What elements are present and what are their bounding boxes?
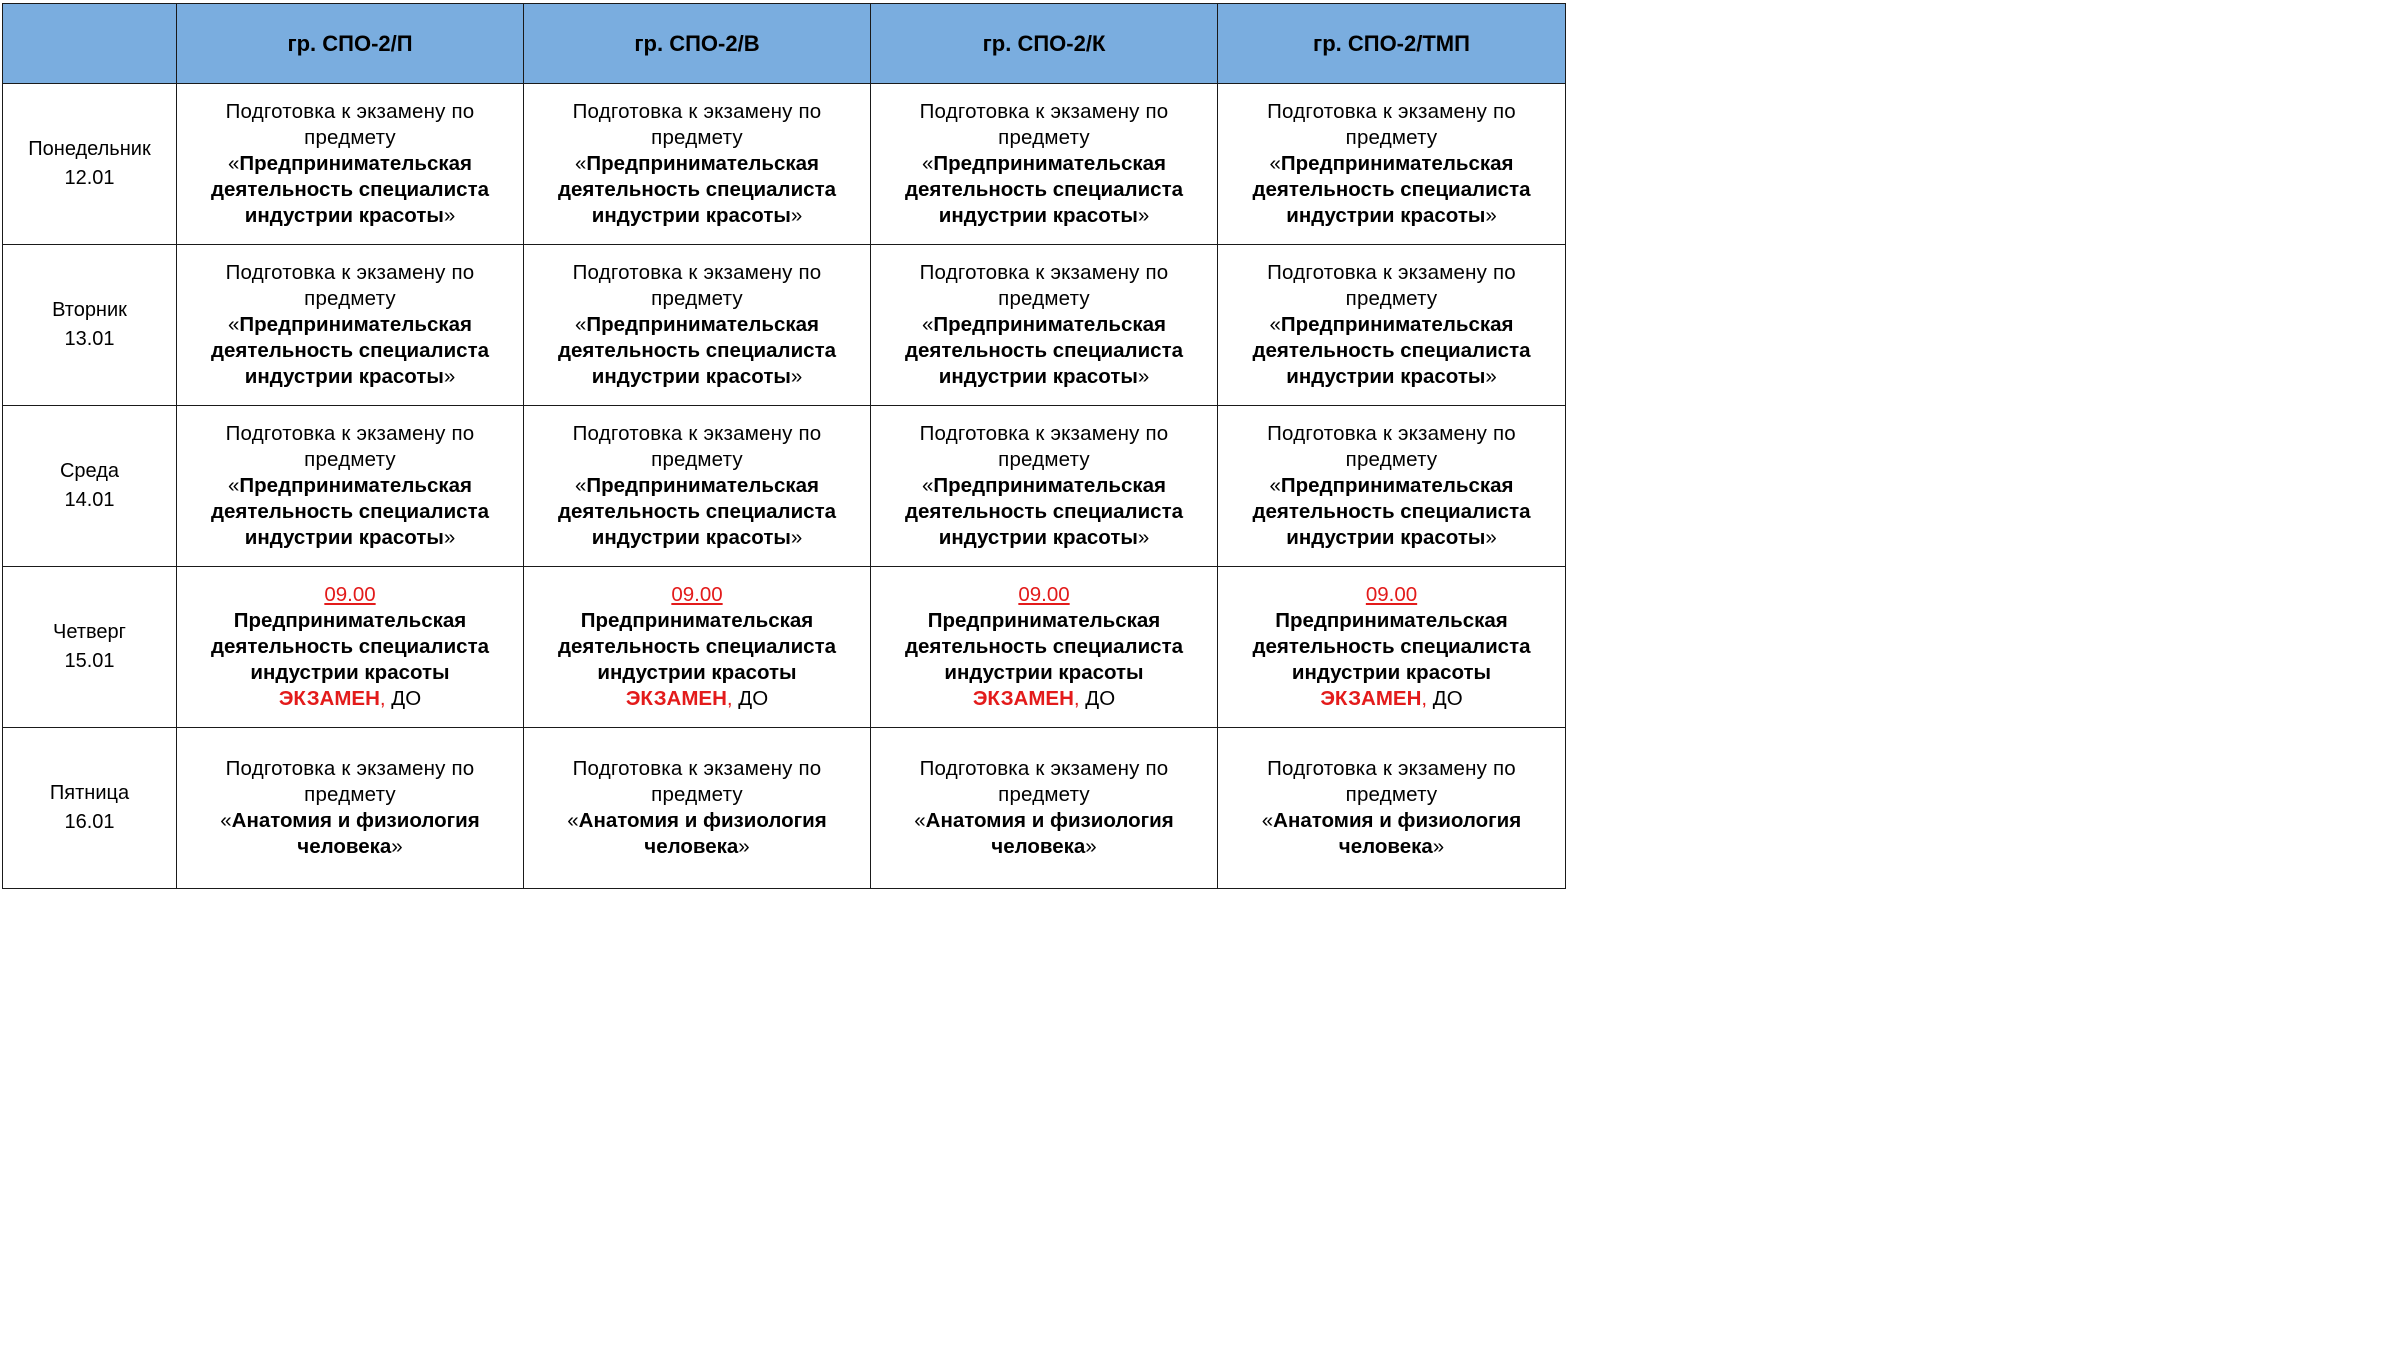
prep-text: Подготовка к экзамену по: [1267, 422, 1516, 445]
exam-mode: ДО: [732, 687, 769, 710]
prep-cell: [177, 728, 524, 889]
subject-line: деятельность специалиста: [210, 339, 490, 362]
exam-label: ЭКЗАМЕН: [972, 687, 1074, 710]
prep-text: предмету: [1345, 448, 1438, 471]
close-quote: »: [1485, 526, 1497, 549]
open-quote: «: [567, 809, 579, 832]
subject-line: Предпринимательская: [933, 474, 1166, 497]
prep-text: предмету: [998, 287, 1090, 310]
day-cell: [3, 406, 177, 567]
exam-subject-line: деятельность специалиста: [1252, 635, 1531, 658]
subject-line: деятельность специалиста: [210, 178, 490, 201]
exam-subject-line: индустрии красоты: [250, 661, 450, 684]
exam-comma: ,: [1421, 687, 1428, 710]
close-quote: »: [443, 365, 456, 388]
close-quote: »: [1432, 835, 1445, 858]
exam-label: ЭКЗАМЕН: [278, 687, 380, 710]
exam-label: ЭКЗАМЕН: [1320, 687, 1422, 710]
exam-cell: [177, 567, 524, 728]
prep-cell: [524, 84, 871, 245]
subject-line: деятельность специалиста: [210, 500, 490, 523]
table-row: [3, 728, 1566, 889]
open-quote: «: [1269, 152, 1281, 175]
prep-cell: [1218, 406, 1566, 567]
close-quote: »: [443, 526, 456, 549]
prep-text: Подготовка к экзамену по: [919, 422, 1169, 445]
prep-text: Подготовка к экзамену по: [225, 757, 475, 780]
prep-cell: [177, 245, 524, 406]
exam-subject-line: Предпринимательская: [233, 609, 467, 632]
subject-line: индустрии красоты: [244, 204, 444, 227]
open-quote: «: [1261, 809, 1274, 832]
exam-cell: [1218, 567, 1566, 728]
table-row: [3, 245, 1566, 406]
day-cell: [3, 567, 177, 728]
prep-text: предмету: [1345, 126, 1438, 149]
exam-label: ЭКЗАМЕН: [625, 687, 727, 710]
group-header-2: гр. СПО-2/В: [524, 4, 871, 84]
subject-line: деятельность специалиста: [1252, 178, 1531, 201]
open-quote: «: [575, 313, 587, 336]
day-date: 13.01: [64, 328, 115, 350]
subject-line: деятельность специалиста: [904, 500, 1184, 523]
prep-cell: [524, 406, 871, 567]
subject-line: индустрии красоты: [244, 365, 444, 388]
prep-text: Подготовка к экзамену по: [572, 261, 822, 284]
day-date: 16.01: [64, 811, 115, 833]
subject-line: индустрии красоты: [1286, 365, 1486, 388]
subject-line: Предпринимательская: [933, 152, 1166, 175]
exam-subject-line: индустрии красоты: [1291, 661, 1492, 684]
schedule-table: [2, 3, 1566, 889]
prep-cell: [871, 406, 1218, 567]
exam-cell: [871, 567, 1218, 728]
group-header-3: гр. СПО-2/К: [871, 4, 1218, 84]
header-corner-cell: [3, 4, 177, 84]
close-quote: »: [790, 526, 803, 549]
day-date: 12.01: [64, 167, 115, 189]
prep-text: предмету: [651, 783, 743, 806]
close-quote: »: [1137, 365, 1150, 388]
prep-cell: [1218, 728, 1566, 889]
exam-subject-line: деятельность специалиста: [557, 635, 837, 658]
day-name: Вторник: [52, 299, 127, 321]
subject-line: деятельность специалиста: [904, 178, 1184, 201]
table-row: [3, 84, 1566, 245]
prep-text: Подготовка к экзамену по: [572, 422, 822, 445]
exam-subject-line: деятельность специалиста: [904, 635, 1184, 658]
prep-text: предмету: [304, 448, 396, 471]
group-header-4: гр. СПО-2/ТМП: [1218, 4, 1566, 84]
prep-cell: [871, 245, 1218, 406]
subject-line: Предпринимательская: [1280, 152, 1514, 175]
subject-line: Предпринимательская: [239, 313, 472, 336]
subject-line: деятельность специалиста: [1252, 339, 1531, 362]
exam-mode: ДО: [385, 687, 422, 710]
prep-cell: [1218, 84, 1566, 245]
prep-text: Подготовка к экзамену по: [1267, 757, 1516, 780]
subject-line: индустрии красоты: [938, 526, 1138, 549]
subject-line: человека: [991, 835, 1086, 858]
prep-cell: [177, 406, 524, 567]
subject-line: Предпринимательская: [586, 474, 819, 497]
subject-line: индустрии красоты: [938, 204, 1138, 227]
prep-text: Подготовка к экзамену по: [225, 261, 475, 284]
subject-line: деятельность специалиста: [904, 339, 1184, 362]
prep-text: Подготовка к экзамену по: [1267, 100, 1516, 123]
prep-text: предмету: [1345, 287, 1438, 310]
exam-comma: ,: [379, 687, 386, 710]
day-cell: [3, 728, 177, 889]
subject-line: индустрии красоты: [1286, 204, 1486, 227]
subject-line: Анатомия и физиология: [1273, 809, 1522, 832]
close-quote: »: [1137, 526, 1150, 549]
prep-cell: [524, 728, 871, 889]
close-quote: »: [1085, 835, 1097, 858]
prep-text: Подготовка к экзамену по: [572, 757, 822, 780]
close-quote: »: [1485, 365, 1497, 388]
close-quote: »: [1137, 204, 1150, 227]
exam-mode: ДО: [1079, 687, 1116, 710]
prep-text: Подготовка к экзамену по: [919, 100, 1169, 123]
exam-time: 09.00: [671, 583, 723, 606]
subject-line: Предпринимательская: [586, 313, 819, 336]
subject-line: индустрии красоты: [591, 365, 791, 388]
open-quote: «: [228, 152, 240, 175]
prep-cell: [524, 245, 871, 406]
prep-text: предмету: [998, 126, 1090, 149]
subject-line: Анатомия и физиология: [231, 809, 480, 832]
subject-line: Предпринимательская: [1280, 313, 1514, 336]
subject-line: человека: [297, 835, 392, 858]
subject-line: Анатомия и физиология: [925, 809, 1174, 832]
open-quote: «: [922, 152, 934, 175]
exam-comma: ,: [726, 687, 733, 710]
prep-text: предмету: [304, 783, 396, 806]
day-date: 14.01: [64, 489, 115, 511]
exam-subject-line: Предпринимательская: [1275, 609, 1508, 632]
prep-text: предмету: [651, 126, 743, 149]
prep-cell: [871, 728, 1218, 889]
prep-text: предмету: [998, 448, 1090, 471]
prep-text: Подготовка к экзамену по: [572, 100, 822, 123]
subject-line: Предпринимательская: [933, 313, 1166, 336]
open-quote: «: [228, 313, 240, 336]
close-quote: »: [790, 365, 803, 388]
close-quote: »: [738, 835, 750, 858]
exam-cell: [524, 567, 871, 728]
open-quote: «: [228, 474, 240, 497]
subject-line: индустрии красоты: [938, 365, 1138, 388]
prep-text: предмету: [304, 126, 396, 149]
exam-time: 09.00: [1018, 583, 1070, 606]
prep-text: предмету: [1345, 783, 1438, 806]
subject-line: человека: [644, 835, 739, 858]
subject-line: Предпринимательская: [239, 152, 472, 175]
day-cell: [3, 245, 177, 406]
subject-line: индустрии красоты: [244, 526, 444, 549]
exam-mode: ДО: [1427, 687, 1463, 710]
subject-line: деятельность специалиста: [557, 339, 837, 362]
day-name: Среда: [59, 460, 120, 482]
close-quote: »: [443, 204, 456, 227]
subject-line: индустрии красоты: [1286, 526, 1486, 549]
open-quote: «: [1269, 313, 1281, 336]
day-date: 15.01: [64, 650, 115, 672]
prep-text: предмету: [998, 783, 1090, 806]
exam-subject-line: Предпринимательская: [580, 609, 814, 632]
close-quote: »: [790, 204, 803, 227]
table-row: [3, 406, 1566, 567]
subject-line: Предпринимательская: [1280, 474, 1514, 497]
exam-subject-line: Предпринимательская: [927, 609, 1161, 632]
open-quote: «: [922, 313, 934, 336]
open-quote: «: [575, 152, 587, 175]
prep-text: Подготовка к экзамену по: [1267, 261, 1516, 284]
prep-text: предмету: [651, 448, 743, 471]
close-quote: »: [1485, 204, 1497, 227]
open-quote: «: [914, 809, 926, 832]
subject-line: деятельность специалиста: [557, 178, 837, 201]
prep-text: предмету: [651, 287, 743, 310]
open-quote: «: [922, 474, 934, 497]
subject-line: Анатомия и физиология: [578, 809, 827, 832]
prep-text: Подготовка к экзамену по: [225, 422, 475, 445]
subject-line: деятельность специалиста: [1252, 500, 1531, 523]
subject-line: Предпринимательская: [239, 474, 472, 497]
prep-text: предмету: [304, 287, 396, 310]
exam-comma: ,: [1073, 687, 1080, 710]
subject-line: человека: [1338, 835, 1433, 858]
open-quote: «: [220, 809, 232, 832]
header-row: [3, 4, 1566, 84]
day-name: Пятница: [49, 782, 130, 804]
prep-cell: [177, 84, 524, 245]
exam-subject-line: индустрии красоты: [597, 661, 797, 684]
prep-text: Подготовка к экзамену по: [919, 757, 1169, 780]
subject-line: Предпринимательская: [586, 152, 819, 175]
table-row: [3, 567, 1566, 728]
day-cell: [3, 84, 177, 245]
exam-time: 09.00: [1365, 583, 1418, 606]
prep-cell: [871, 84, 1218, 245]
prep-text: Подготовка к экзамену по: [919, 261, 1169, 284]
open-quote: «: [575, 474, 587, 497]
group-header-1: гр. СПО-2/П: [177, 4, 524, 84]
day-name: Четверг: [53, 621, 126, 643]
day-name: Понедельник: [28, 138, 151, 160]
subject-line: индустрии красоты: [591, 526, 791, 549]
exam-subject-line: деятельность специалиста: [210, 635, 490, 658]
exam-time: 09.00: [324, 583, 376, 606]
close-quote: »: [391, 835, 403, 858]
open-quote: «: [1269, 474, 1281, 497]
subject-line: индустрии красоты: [591, 204, 791, 227]
schedule-body: [3, 84, 1566, 889]
prep-cell: [1218, 245, 1566, 406]
prep-text: Подготовка к экзамену по: [225, 100, 475, 123]
exam-subject-line: индустрии красоты: [944, 661, 1144, 684]
subject-line: деятельность специалиста: [557, 500, 837, 523]
